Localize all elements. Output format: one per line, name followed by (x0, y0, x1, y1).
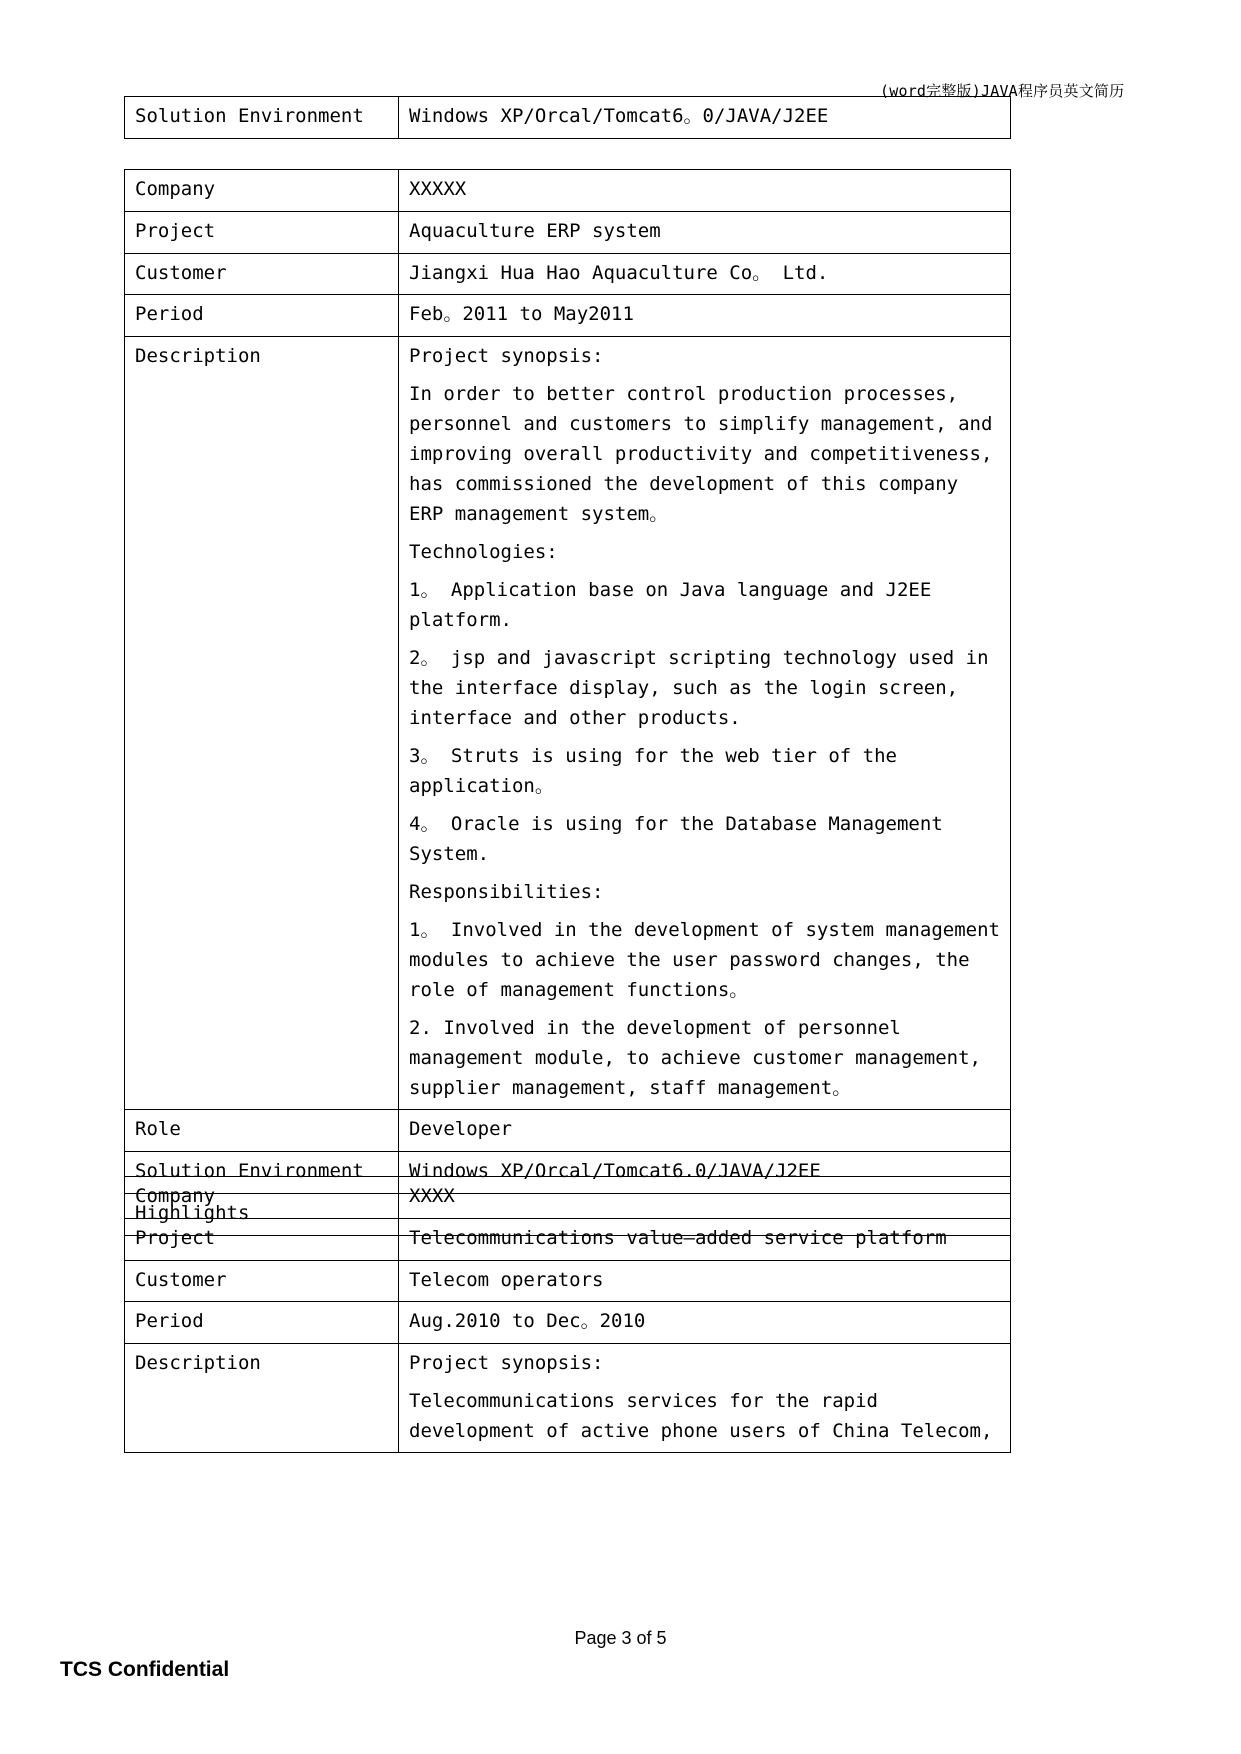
description-cell (399, 1344, 1011, 1453)
table-row (125, 1219, 1011, 1261)
page-number: Page 3 of 5 (574, 1628, 667, 1648)
description-paragraph: 2。 jsp and javascript scripting technology used in the interface display, such as the login screen, interface and other products. (409, 647, 989, 729)
table-row (125, 295, 1011, 337)
table-row (125, 170, 1011, 212)
customer-label: Customer (125, 254, 399, 295)
company-label: Company (125, 170, 399, 212)
company-label: Company (125, 1177, 399, 1219)
description-cell (399, 337, 1011, 1110)
project-value: Telecommunications value—added service platform (399, 1219, 1011, 1261)
period-label: Period (125, 295, 399, 337)
description-paragraph: In order to better control production processes, personnel and customers to simplify management, and improving overall productivity and competitiveness, has commissioned the development of this company ERP management system。 (409, 383, 993, 525)
period-label: Period (125, 1302, 399, 1344)
table-row (125, 212, 1011, 254)
description-paragraph: Project synopsis: (409, 345, 604, 367)
table-row (125, 254, 1011, 295)
table-row (125, 1344, 1011, 1453)
confidential-footer: TCS Confidential (60, 1658, 230, 1681)
period-value: Feb。2011 to May2011 (399, 295, 1011, 337)
table-row (125, 1302, 1011, 1344)
customer-label: Customer (125, 1261, 399, 1302)
description-paragraph: Telecommunications services for the rapid development of active phone users of China Telecom, (409, 1390, 993, 1442)
description-label: Description (125, 337, 399, 1110)
description-paragraph: 4。 Oracle is using for the Database Management System. (409, 813, 943, 865)
solution-environment-label: Solution Environment (125, 97, 399, 139)
project-value: Aquaculture ERP system (399, 212, 1011, 254)
project-table-telecom (124, 1176, 1011, 1453)
role-value: Developer (399, 1110, 1011, 1152)
customer-value: Telecom operators (399, 1261, 1011, 1302)
project-label: Project (125, 212, 399, 254)
highlights-label: Highlights (125, 1194, 399, 1236)
document-header-note: (word完整版)JAVA程序员英文简历 (880, 82, 1125, 100)
table-row (125, 97, 1011, 139)
solution-environment-value: Windows XP/Orcal/Tomcat6。0/JAVA/J2EE (399, 97, 1011, 139)
description-paragraph: Project synopsis: (409, 1352, 604, 1374)
project-table-continued (124, 96, 1011, 139)
table-row (125, 1261, 1011, 1302)
table-row (125, 1110, 1011, 1152)
description-paragraph: 1。 Application base on Java language and J2EE platform. (409, 579, 932, 631)
table-row (125, 337, 1011, 1110)
company-value: XXXX (399, 1177, 1011, 1219)
project-table-aquaculture-erp (124, 169, 1011, 1236)
customer-value: Jiangxi Hua Hao Aquaculture Co。 Ltd. (399, 254, 1011, 295)
role-label: Role (125, 1110, 399, 1152)
description-paragraph: 3。 Struts is using for the web tier of the application。 (409, 745, 897, 797)
company-value: XXXXX (399, 170, 1011, 212)
description-paragraph: 2. Involved in the development of personnel management module, to achieve customer management, supplier management, staff management。 (409, 1017, 981, 1099)
description-label: Description (125, 1344, 399, 1453)
period-value: Aug.2010 to Dec。2010 (399, 1302, 1011, 1344)
project-label: Project (125, 1219, 399, 1261)
solution-environment-label: Solution Environment (125, 1152, 399, 1194)
description-paragraph: Technologies: (409, 541, 558, 563)
description-paragraph: 1。 Involved in the development of system management modules to achieve the user password changes, the role of management functions。 (409, 919, 1000, 1001)
solution-environment-value: Windows XP/Orcal/Tomcat6.0/JAVA/J2EE (399, 1152, 1011, 1194)
table-row (125, 1177, 1011, 1219)
description-paragraph: Responsibilities: (409, 881, 604, 903)
